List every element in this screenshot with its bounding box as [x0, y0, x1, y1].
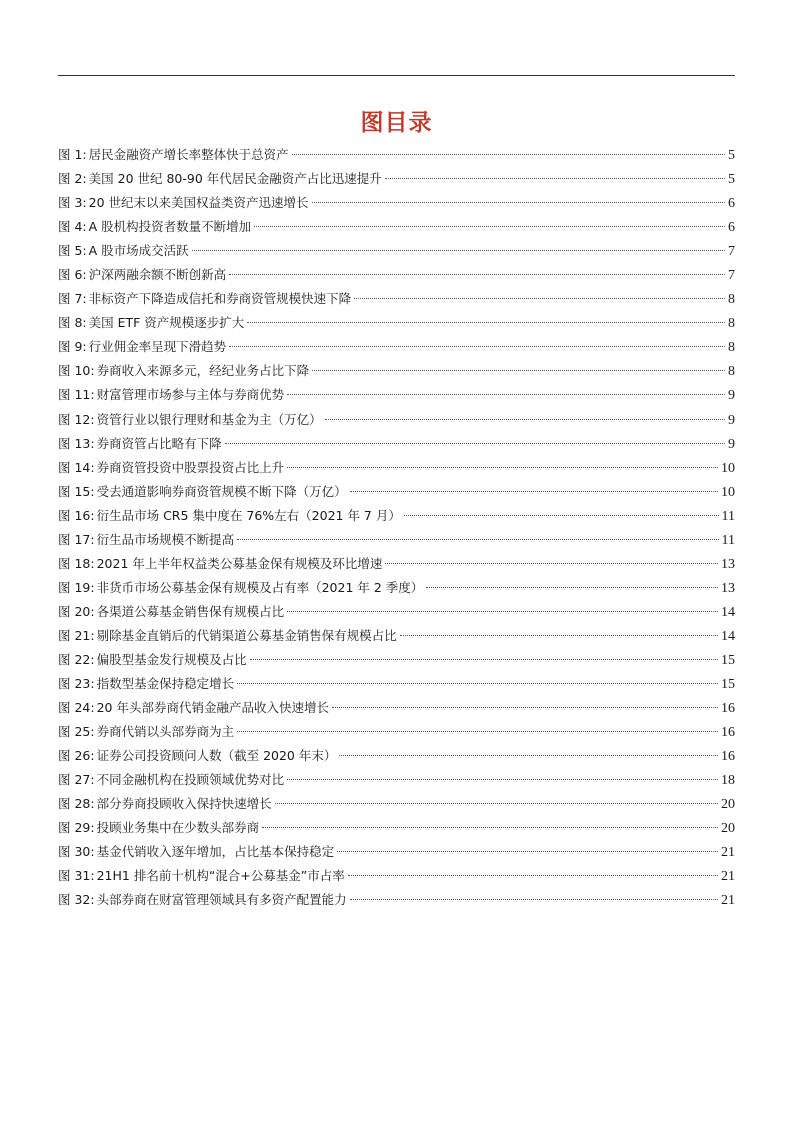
dot-leader: [250, 659, 718, 660]
toc-entry-page-number[interactable]: 9: [728, 388, 735, 404]
toc-entry-label: 图 27:: [58, 772, 95, 788]
toc-entry-label: 图 22:: [58, 651, 95, 667]
toc-entry-title[interactable]: 衍生品市场 CR5 集中度在 76%左右（2021 年 7 月）: [96, 507, 401, 523]
toc-entry-page-number[interactable]: 5: [728, 148, 735, 163]
toc-entry-label: 图 20:: [58, 603, 95, 619]
toc-entry-page-number[interactable]: 20: [721, 821, 735, 837]
toc-entry-page-number[interactable]: 6: [728, 220, 735, 236]
dot-leader: [385, 178, 725, 179]
toc-entry-page-number[interactable]: 11: [721, 508, 735, 524]
toc-entry-title[interactable]: 券商资管占比略有下降: [96, 435, 222, 451]
figure-toc-list: [58, 143, 735, 913]
header-divider: [58, 75, 735, 76]
toc-entry[interactable]: [58, 311, 735, 335]
toc-entry[interactable]: [58, 624, 735, 648]
toc-entry-title[interactable]: 券商收入来源多元，经纪业务占比下降: [96, 363, 310, 379]
toc-entry[interactable]: [58, 528, 735, 552]
toc-entry-page-number[interactable]: 20: [721, 797, 735, 813]
toc-entry[interactable]: [58, 432, 735, 456]
toc-entry-title[interactable]: 20 世纪末以来美国权益类资产迅速增长: [88, 195, 309, 211]
toc-entry[interactable]: [58, 888, 735, 912]
toc-entry-title[interactable]: 券商代销以头部券商为主: [96, 724, 235, 740]
toc-entry-label: 图 1:: [58, 147, 87, 162]
toc-entry-label: 图 24:: [58, 700, 95, 716]
toc-entry-label: 图 25:: [58, 724, 95, 740]
toc-entry-title[interactable]: 资管行业以银行理财和基金为主（万亿）: [96, 411, 322, 427]
toc-entry-title[interactable]: 21H1 排名前十机构“混合+公募基金”市占率: [96, 868, 345, 884]
toc-entry-label: 图 29:: [58, 820, 95, 836]
toc-entry-title[interactable]: 剔除基金直销后的代销渠道公募基金销售保有规模占比: [96, 627, 397, 643]
toc-entry[interactable]: [58, 552, 735, 576]
toc-entry-title[interactable]: 20 年头部券商代销金融产品收入快速增长: [96, 700, 329, 716]
toc-entry[interactable]: [58, 792, 735, 816]
toc-entry-title[interactable]: 券商资管投资中股票投资占比上升: [96, 459, 285, 475]
toc-entry-page-number[interactable]: 9: [728, 436, 735, 452]
toc-entry-label: 图 11:: [58, 387, 95, 403]
dot-leader: [292, 154, 725, 155]
toc-entry-page-number[interactable]: 21: [721, 893, 735, 909]
toc-entry[interactable]: [58, 576, 735, 600]
toc-entry[interactable]: [58, 480, 735, 504]
toc-entry[interactable]: [58, 696, 735, 720]
toc-entry-label: 图 12:: [58, 411, 95, 427]
toc-entry-label: 图 8:: [58, 315, 87, 331]
dot-leader: [339, 755, 718, 756]
dot-leader: [404, 515, 719, 516]
toc-entry-title[interactable]: 财富管理市场参与主体与券商优势: [96, 387, 285, 403]
toc-entry-label: 图 32:: [58, 892, 95, 908]
toc-entry-title[interactable]: 衍生品市场规模不断提高: [96, 531, 235, 547]
toc-entry-page-number[interactable]: 8: [728, 292, 735, 308]
toc-entry-label: 图 2:: [58, 171, 87, 187]
toc-entry[interactable]: [58, 263, 735, 287]
toc-entry-label: 图 13:: [58, 435, 95, 451]
toc-entry-page-number[interactable]: 9: [728, 412, 735, 428]
toc-entry[interactable]: [58, 648, 735, 672]
toc-entry-page-number[interactable]: 13: [721, 556, 735, 572]
dot-leader: [426, 587, 718, 588]
toc-entry-title[interactable]: 指数型基金保持稳定增长: [96, 676, 235, 692]
toc-entry[interactable]: [58, 720, 735, 744]
toc-entry-page-number[interactable]: 21: [721, 869, 735, 885]
toc-entry[interactable]: [58, 335, 735, 359]
toc-entry[interactable]: [58, 864, 735, 888]
toc-entry-page-number[interactable]: 7: [728, 268, 735, 284]
dot-leader: [325, 419, 725, 420]
toc-entry-page-number[interactable]: 8: [728, 340, 735, 356]
toc-entry[interactable]: [58, 600, 735, 624]
dot-leader: [237, 539, 718, 540]
toc-entry-label: 图 10:: [58, 363, 95, 379]
toc-entry[interactable]: [58, 359, 735, 383]
toc-entry-label: 图 28:: [58, 796, 95, 812]
dot-leader: [385, 563, 718, 564]
toc-entry-label: 图 5:: [58, 243, 87, 259]
toc-entry-title[interactable]: A 股市场成交活跃: [88, 243, 189, 259]
dot-leader: [354, 298, 725, 299]
toc-entry-page-number[interactable]: 11: [721, 532, 735, 548]
toc-entry-title[interactable]: 证券公司投资顾问人数（截至 2020 年末）: [96, 748, 337, 764]
toc-entry-label: 图 14:: [58, 459, 95, 475]
toc-entry-page-number[interactable]: 5: [728, 172, 735, 188]
dot-leader: [275, 803, 718, 804]
toc-entry-page-number[interactable]: 15: [721, 677, 735, 693]
dot-leader: [312, 202, 725, 203]
dot-leader: [350, 491, 718, 492]
toc-entry-label: 图 3:: [58, 195, 87, 211]
toc-entry-title[interactable]: 非货币市场公募基金保有规模及占有率（2021 年 2 季度）: [96, 579, 424, 595]
toc-entry-label: 图 17:: [58, 531, 95, 547]
dot-leader: [192, 250, 725, 251]
toc-entry-label: 图 18:: [58, 555, 95, 571]
toc-entry-title[interactable]: 行业佣金率呈现下滑趋势: [88, 339, 227, 355]
dot-leader: [225, 443, 725, 444]
toc-entry-page-number[interactable]: 18: [721, 773, 735, 789]
toc-entry[interactable]: [58, 816, 735, 840]
toc-entry[interactable]: [58, 840, 735, 864]
dot-leader: [350, 899, 718, 900]
toc-entry-page-number[interactable]: 16: [721, 725, 735, 741]
toc-entry-page-number[interactable]: 13: [721, 580, 735, 596]
toc-entry-title[interactable]: 投顾业务集中在少数头部券商: [96, 820, 260, 836]
toc-entry-title[interactable]: 沪深两融余额不断创新高: [88, 267, 227, 283]
toc-entry-page-number[interactable]: 21: [721, 845, 735, 861]
toc-entry-page-number[interactable]: 7: [728, 244, 735, 260]
toc-entry[interactable]: [58, 744, 735, 768]
dot-leader: [262, 827, 718, 828]
toc-entry-title[interactable]: 居民金融资产增长率整体快于总资产: [88, 147, 289, 162]
toc-entry-label: 图 19:: [58, 579, 95, 595]
dot-leader: [337, 851, 718, 852]
toc-entry[interactable]: [58, 191, 735, 215]
toc-entry-title[interactable]: 非标资产下降造成信托和券商资管规模快速下降: [88, 291, 352, 307]
toc-entry[interactable]: [58, 383, 735, 407]
toc-entry-page-number[interactable]: 6: [728, 196, 735, 212]
dot-leader: [237, 731, 718, 732]
toc-entry-page-number[interactable]: 16: [721, 749, 735, 765]
toc-entry-page-number[interactable]: 8: [728, 316, 735, 332]
toc-entry[interactable]: [58, 672, 735, 696]
toc-entry[interactable]: [58, 287, 735, 311]
toc-entry-label: 图 6:: [58, 267, 87, 283]
dot-leader: [254, 226, 725, 227]
dot-leader: [287, 779, 718, 780]
toc-entry[interactable]: [58, 504, 735, 528]
toc-entry-title[interactable]: A 股机构投资者数量不断增加: [88, 219, 252, 235]
toc-entry[interactable]: [58, 239, 735, 263]
dot-leader: [348, 875, 718, 876]
toc-entry-page-number[interactable]: 15: [721, 652, 735, 668]
toc-entry-page-number[interactable]: 16: [721, 701, 735, 717]
toc-entry-page-number[interactable]: 8: [728, 364, 735, 380]
toc-entry-title[interactable]: 2021 年上半年权益类公募基金保有规模及环比增速: [96, 555, 383, 571]
toc-entry-title[interactable]: 部分券商投顾收入保持快速增长: [96, 796, 272, 812]
dot-leader: [287, 611, 718, 612]
toc-entry-label: 图 23:: [58, 676, 95, 692]
toc-entry-label: 图 4:: [58, 219, 87, 235]
dot-leader: [312, 370, 725, 371]
dot-leader: [237, 683, 718, 684]
dot-leader: [229, 346, 725, 347]
toc-entry-label: 图 9:: [58, 339, 87, 355]
toc-entry-title[interactable]: 偏股型基金发行规模及占比: [96, 651, 247, 667]
toc-entry-title[interactable]: 头部券商在财富管理领域具有多资产配置能力: [96, 892, 347, 908]
dot-leader: [247, 322, 725, 323]
toc-entry[interactable]: [58, 768, 735, 792]
toc-entry-label: 图 26:: [58, 748, 95, 764]
toc-entry-label: 图 7:: [58, 291, 87, 307]
toc-entry-title[interactable]: 基金代销收入逐年增加，占比基本保持稳定: [96, 844, 335, 860]
dot-leader: [287, 394, 725, 395]
toc-entry-title[interactable]: 各渠道公募基金销售保有规模占比: [96, 603, 285, 619]
toc-entry-page-number[interactable]: 10: [721, 460, 735, 476]
toc-entry-title[interactable]: 美国 20 世纪 80-90 年代居民金融资产占比迅速提升: [88, 171, 382, 187]
toc-entry-label: 图 30:: [58, 844, 95, 860]
toc-entry-page-number[interactable]: 14: [721, 628, 735, 644]
toc-entry[interactable]: [58, 167, 735, 191]
dot-leader: [287, 467, 718, 468]
dot-leader: [332, 707, 718, 708]
toc-entry-label: 图 16:: [58, 507, 95, 523]
toc-entry-page-number[interactable]: 10: [721, 484, 735, 500]
page-title: 图目录: [360, 110, 433, 136]
toc-entry[interactable]: [58, 408, 735, 432]
toc-entry[interactable]: [58, 143, 735, 167]
dot-leader: [400, 635, 718, 636]
toc-entry-label: 图 31:: [58, 868, 95, 884]
toc-entry-title[interactable]: 不同金融机构在投顾领域优势对比: [96, 772, 285, 788]
toc-entry-title[interactable]: 受去通道影响券商资管规模不断下降（万亿）: [96, 483, 347, 499]
dot-leader: [229, 274, 725, 275]
toc-entry-page-number[interactable]: 14: [721, 604, 735, 620]
toc-entry-label: 图 15:: [58, 483, 95, 499]
toc-entry-label: 图 21:: [58, 627, 95, 643]
toc-entry[interactable]: [58, 215, 735, 239]
toc-entry[interactable]: [58, 456, 735, 480]
toc-entry-title[interactable]: 美国 ETF 资产规模逐步扩大: [88, 315, 245, 331]
